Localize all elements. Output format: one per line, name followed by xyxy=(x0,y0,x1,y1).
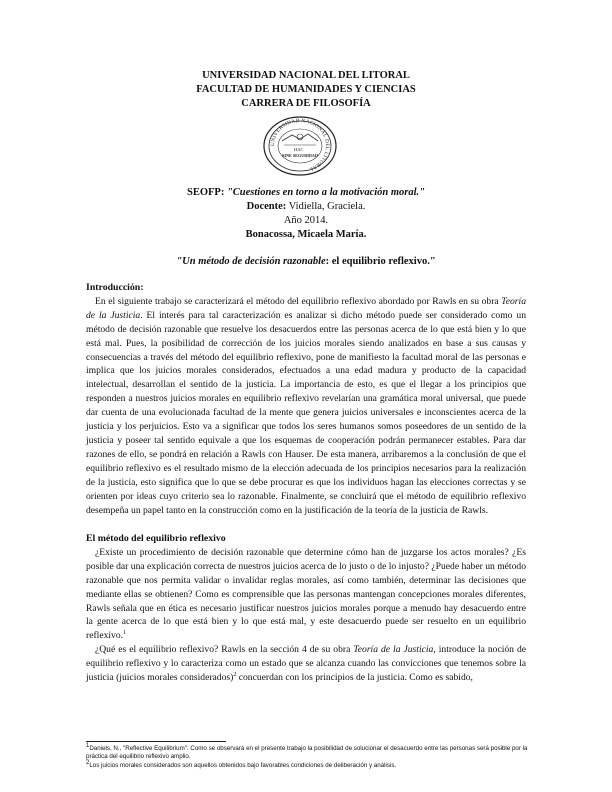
section-paragraph-2: ¿Qué es el equilibrio reflexivo? Rawls en la sección 4 de su obra Teoría de la Justicia, introduce la noción de equilibrio reflexivo y lo caracteriza como un estado que se alcanza cuando las convicciones que tenemos sobre la justicia (juicios morales considerados)$^2$ concuerdan con los principios de la justicia. Como es sabido, xyxy=(86,644,527,684)
seal-ring-text: UNIVERSIDAD NACIONAL DEL LITORAL xyxy=(269,117,331,173)
work-title: Teoría de la Justicia xyxy=(353,644,434,656)
section-heading: El método del equilibrio reflexivo xyxy=(86,533,226,544)
intro-section xyxy=(86,281,526,517)
section-equilibrio xyxy=(86,532,526,685)
course-name: "Cuestiones en torno a la motivación moral." xyxy=(226,187,426,198)
faculty-name: FACULTAD DE HUMANIDADES Y CIENCIAS xyxy=(196,84,416,95)
work-title: Teoría de la Justicia xyxy=(86,295,526,321)
career-name: CARRERA DE FILOSOFÍA xyxy=(241,98,371,109)
student-name: Bonacossa, Micaela María. xyxy=(245,229,367,240)
docente-name: Vidiella, Graciela. xyxy=(288,201,366,212)
footnote-ref-2: 2 xyxy=(233,671,237,678)
course-label: SEOFP: xyxy=(186,187,225,198)
footnote-2: $^2$Los juicios morales considerados son aquellos obtenidos bajo favorables condiciones de deliberación y análisis. xyxy=(86,759,397,769)
paper-title-rest: : el equilibrio reflexivo." xyxy=(325,256,436,267)
course-line xyxy=(0,186,612,200)
footnote-divider xyxy=(86,741,226,742)
seal-motto-top: HAC xyxy=(294,147,304,152)
docente-line xyxy=(0,200,612,214)
footnote-1: $^1$Daniels, N., "Reflective Equilibrium". Como se observará en el presente trabajo la posibilidad de solucionar el desacuerdo entre las personas será posible por la práctica del equilibrio reflexivo amplio. xyxy=(86,742,528,760)
university-seal xyxy=(262,115,338,177)
paper-title xyxy=(0,255,612,269)
intro-paragraph: En el siguiente trabajo se caracterizará el método del equilibrio reflexivo abordado por Rawls en su obra Teoría de la Justicia. El interés para tal caracterización es analizar si dicho método puede ser considerado como un método de decisión razonable que resuelve los desacuerdos entre las personas acerca de lo que está bien y lo que está mal. Pues, la posibilidad de corrección de los juicios morales siendo analizados en base a sus causas y consecuencias a través del método del equilibrio reflexivo, pone de manifiesto la facultad moral de las personas e implica que los juicios morales considerados, efectuados a una edad madura y producto de la capacidad intelectual, desarrollan el sentido de la justicia. La importancia de esto, es que el llegar a los principios que responden a nuestros juicios morales en equilibrio reflexivo revelarían una gramática moral universal, que puede dar cuenta de una evolucionada facultad de la mente que genera juicios universales e inconscientes acerca de la justicia y los perjuicios. Esto va a significar que todos los seres humanos somos poseedores de un sentido de la justicia y poseer tal sentido equivale a que los esquemas de cooperación podrán permanecer estables. Para dar razones de ello, se pondrá en relación a Rawls con Hauser. De esta manera, arribaremos a la conclusión de que el equilibrio reflexivo es el resultado mismo de la elección adecuada de los principios necesarios para la realización de la justicia, esto significa que lo que se debe procurar es que los individuos hagan las elecciones correctas y se orienten por ideas cuyo criterio sea lo razonable. Finalmente, se concluirá que el método de equilibrio reflexivo desempeña un papel tanto en la construcción como en la justificación de la teoría de la justicia de Rawls. xyxy=(86,295,526,516)
year-line: Año 2014. xyxy=(283,215,329,226)
seal-motto-bottom: SINE SEGURIDAD xyxy=(282,153,318,158)
section-paragraph-1: ¿Existe un procedimiento de decisión razonable que determine cómo han de juzgarse los actos morales? ¿Es posible dar una explicación correcta de nuestros juicios acerca de lo justo o de lo injusto? ¿Puede haber un método razonable que nos permita validar o invalidar reglas morales, así como también, determinar las decisiones que mediante ellas se obtienen? Como es comprensible que las personas mantengan concepciones morales diferentes, Rawls señala que en ética es necesario justificar nuestros juicios morales porque a menudo hay desacuerdo entre la gente acerca de lo que está bien y lo que está mal, y este desacuerdo puede ser resuelto en un equilibrio reflexivo.$^1$ xyxy=(86,546,526,642)
footnote-ref-1: 1 xyxy=(123,630,127,637)
intro-heading: Introducción: xyxy=(86,282,144,293)
docente-label: Docente: xyxy=(246,201,287,212)
university-name: UNIVERSIDAD NACIONAL DEL LITORAL xyxy=(202,70,410,81)
paper-title-italic: "Un método de decisión razonable xyxy=(176,256,326,267)
